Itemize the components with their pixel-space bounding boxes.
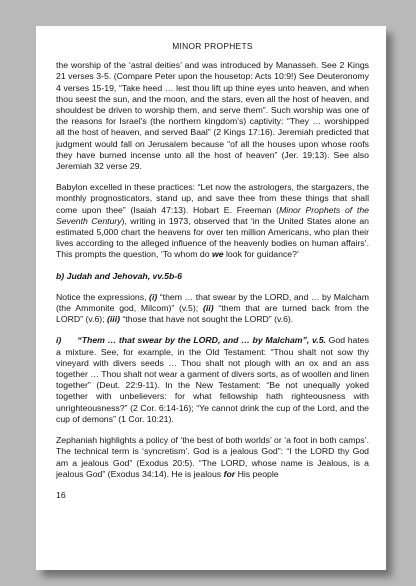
text-run: God hates a mixture. See, for example, in the Old Testament: “Thou shalt not sow thy vineyard with divers seeds … Thou shalt not plough with an ox and an ass together … Thou shalt not wear a garment of divers sorts, as of woollen and linen together” (Deut. 22:9-11). In the New Testament: “Be not unequally yoked together with unbelievers: for what fellowship hath righteousness with unrighteousness?” (2 Cor. 6:14-16); “Ye cannot drink the cup of the Lord, and the cup of demons” (1 Cor. 10:21). (56, 335, 369, 424)
text-run: “them … that swear by the LORD, and … by Malcham (the Ammonite god, Milcom)” (v.5); (56, 291, 369, 314)
paragraph-expressions (56, 292, 369, 326)
numeral-ii: (ii) (203, 303, 214, 314)
paragraph-mixture (56, 335, 369, 425)
text-run: “them that are turned back from the LORD” (v.6); (56, 303, 369, 325)
text-run: ), writing in 1973, observed that ‘in the United States alone an estimated 5,000 chart the heavens for over ten million Americans, who plan their lives according to the alleged influence of the heavenly bodies on human affairs’. This prompts the question, ‘To whom do (56, 215, 369, 260)
text-run: Notice the expressions, (56, 291, 150, 302)
text-run: Zephaniah highlights a policy of ‘the best of both worlds’ or ‘a foot in both camps’. The technical term is ‘syncretism’. God is a jealous God”: “I the LORD thy God am a jealous God” (Exodus 20:5). “The LORD, whose name is Jealous, is a jealous God” (Exodus 34:14). He is jealous (56, 435, 369, 479)
numeral-i: (i) (149, 291, 158, 302)
paragraph-babylon (56, 182, 369, 260)
book-page (36, 26, 386, 570)
text-run: look for guidance?’ (223, 249, 299, 260)
point-heading: i) “Them … that swear by the LORD, and … by Malcham”, v.5. (56, 335, 326, 346)
numeral-iii: (iii) (107, 314, 121, 325)
book-title: Minor Prophets of the Seventh Century (56, 204, 369, 226)
paragraph-astral-worship: the worship of the ‘astral deities’ and was introduced by Manasseh. See 2 Kings 21 verses 3-5. (Compare Peter upon the housetop: Acts 10:9!) See Deuteronomy 4 verses 15-19, “Take heed … lest thou lift up thine eyes unto heaven, and when thou seest the sun, and the moon, and the stars, even all the host of heaven, and shouldest be driven to worship them, and serve them”. Such worship was one of the reasons for Israel’s (the northern kingdom’s) captivity: “They … worshipped all the host of heaven, and served Baal” (2 Kings 17:16). Jeremiah predicted that judgment would fall on Jerusalem because “of all the houses upon whose roofs they have burned incense unto all the host of heaven” (Jer. 19:13). See also Jeremiah 32 verse 29. (56, 60, 369, 172)
text-run: Babylon excelled in these practices: “Let now the astrologers, the stargazers, the monthly prognosticators, stand up, and save thee from these things that shall come upon thee” (Isaiah 47:13). Hobart E. Freeman ( (56, 182, 369, 215)
section-subheading: b) Judah and Jehovah, vv.5b-6 (56, 270, 183, 281)
text-run: His people (235, 468, 279, 479)
page-content (56, 26, 369, 501)
page-number: 16 (56, 489, 66, 500)
emphasis-for: for (223, 468, 236, 479)
running-head: MINOR PROPHETS (172, 41, 253, 51)
paragraph-syncretism (56, 435, 369, 480)
text-run: “those that have not sought the LORD” (v.6). (120, 314, 294, 325)
emphasis-we: we (211, 249, 224, 260)
